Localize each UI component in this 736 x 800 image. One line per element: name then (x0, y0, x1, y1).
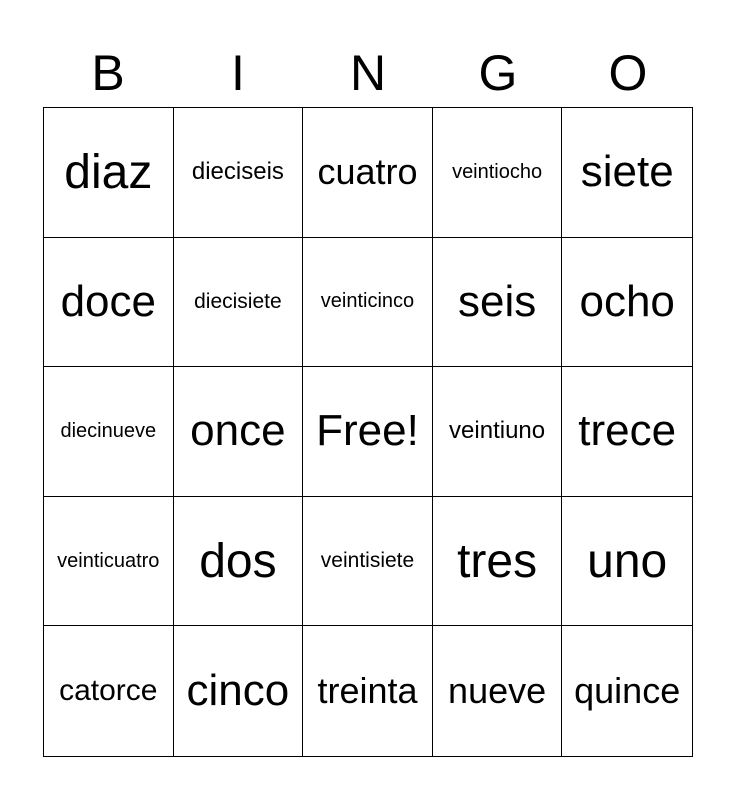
bingo-cell: siete (562, 108, 692, 238)
bingo-cell: diecisiete (174, 238, 304, 368)
bingo-cell: diaz (44, 108, 174, 238)
bingo-cell: catorce (44, 626, 174, 756)
bingo-board (43, 107, 693, 757)
bingo-cell: diecinueve (44, 367, 174, 497)
header-letter-b: B (91, 45, 125, 101)
header-letter-i: I (231, 45, 245, 101)
bingo-cell: veintiuno (433, 367, 563, 497)
header-letter-g: G (478, 45, 518, 101)
header-letter-n: N (349, 45, 387, 101)
bingo-cell: veintisiete (303, 497, 433, 627)
bingo-cell: dieciseis (174, 108, 304, 238)
bingo-cell: treinta (303, 626, 433, 756)
bingo-header (43, 40, 693, 106)
bingo-cell: cuatro (303, 108, 433, 238)
bingo-cell: veinticuatro (44, 497, 174, 627)
header-letter-o: O (608, 45, 648, 101)
free-space: Free! (303, 367, 433, 497)
bingo-cell: once (174, 367, 304, 497)
bingo-cell: cinco (174, 626, 304, 756)
bingo-cell: uno (562, 497, 692, 627)
bingo-cell: seis (433, 238, 563, 368)
bingo-cell: veintiocho (433, 108, 563, 238)
bingo-cell: doce (44, 238, 174, 368)
bingo-cell: veinticinco (303, 238, 433, 368)
bingo-cell: dos (174, 497, 304, 627)
bingo-cell: nueve (433, 626, 563, 756)
bingo-cell: ocho (562, 238, 692, 368)
bingo-cell: quince (574, 670, 681, 712)
bingo-cell: tres (433, 497, 563, 627)
bingo-cell: trece (562, 367, 692, 497)
